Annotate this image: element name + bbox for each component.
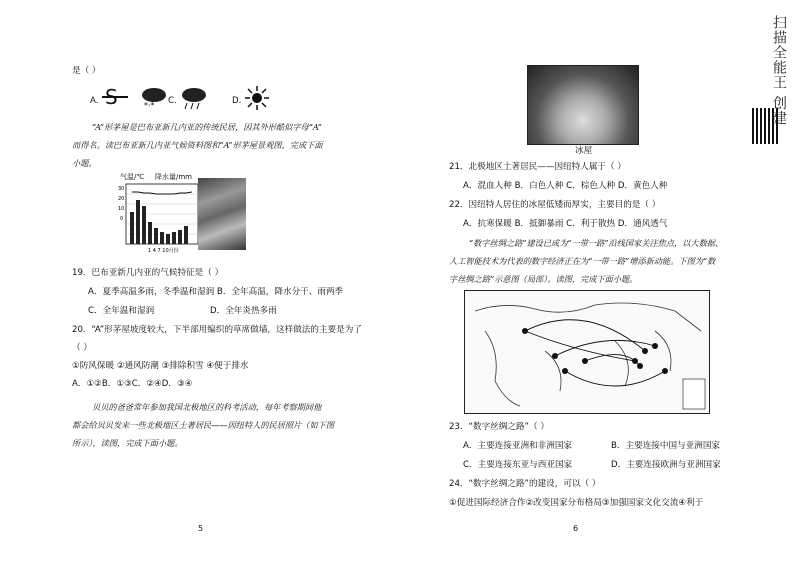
page-number: 6 [573, 524, 579, 533]
cloud-snow-icon [140, 86, 168, 110]
question-20-items: ①防风保暖 ②通风防潮 ③排除积雪 ④便于排水 [72, 361, 249, 371]
chart-temp-label: 气温/℃ [120, 173, 145, 181]
digital-silk-road-map [464, 290, 710, 414]
svg-text:1 4 7 10月份: 1 4 7 10月份 [148, 248, 179, 254]
svg-text:10: 10 [118, 206, 125, 212]
paragraph-line: “A”形茅屋是巴布亚新几内亚的传统民居，因其外形酷似字母“A” [92, 122, 322, 132]
question-24-items: ①促进国际经济合作②改变国家分布格局③加强国家文化交流④利于 [449, 498, 704, 508]
chart-rain-label: 降水量/mm [155, 173, 192, 181]
svg-text:20: 20 [118, 196, 125, 202]
paragraph-line: 小题。 [72, 158, 97, 168]
question-19-option: C．全年温和湿润 [88, 306, 155, 316]
sunny-s-icon [102, 86, 128, 108]
scanner-watermark: 扫描全能王 创建 [771, 15, 787, 126]
igloo-caption: 冰屋 [575, 146, 593, 156]
question-23: 23．“数字丝绸之路”（ ） [449, 422, 549, 432]
question-19: 19．巴布亚新几内亚的气候特征是（ ） [72, 268, 224, 278]
question-23-option: B．主要连接中国与亚洲国家 [611, 441, 721, 451]
cloud-rain-icon [180, 86, 208, 110]
climate-chart [118, 182, 200, 262]
option-d-label: D. [232, 96, 242, 106]
question-20-options: A．①②B．①③C．②④D．③④ [72, 379, 193, 389]
a-frame-hut-photo [198, 178, 246, 250]
svg-text:S: S [105, 86, 118, 108]
question-20: 20．“A”形茅屋坡度较大，下半部用编织的草席做墙，这样做法的主要是为了 [72, 325, 362, 335]
question-21: 21．北极地区土著居民——因纽特人属于（ ） [449, 162, 626, 172]
text-line: 是（ ） [72, 66, 101, 76]
question-23-option: D．主要连接欧洲与亚洲国家 [611, 460, 721, 470]
right-page [397, 0, 794, 561]
question-23-option: A．主要连接亚洲和非洲国家 [463, 441, 573, 451]
paragraph-line: 字丝绸之路”示意图（局部）。读图，完成下面小题。 [449, 274, 638, 284]
question-20: （ ） [72, 343, 92, 353]
question-19-option: D．全年炎热多雨 [210, 306, 277, 316]
page-number: 5 [198, 524, 204, 533]
question-22-options: A．抗寒保暖 B．抵御暴雨 C．利于散热 D．通风透气 [463, 219, 668, 229]
paragraph-line: 都会给贝贝发来一些北极地区土著居民——因纽特人的民居照片（如下图 [72, 420, 335, 430]
question-22: 22．因纽特人居住的冰屋低矮而厚实，主要目的是（ ） [449, 200, 661, 210]
svg-text:30: 30 [118, 186, 125, 192]
paragraph-line: 而得名。读巴布亚新几内亚气候资料图和“A”形茅屋景观图，完成下面 [72, 140, 323, 150]
question-23-option: C．主要连接东亚与西亚国家 [463, 460, 573, 470]
paragraph-line: “数字丝绸之路”建设已成为“一带一路”沿线国家关注焦点，以大数据、 [469, 238, 724, 248]
option-c-label: C. [168, 96, 177, 106]
paragraph-line: 人工智能技术为代表的数字经济正在为“一带一路”增添新动能。下图为“数 [449, 256, 716, 266]
question-19-option: A．夏季高温多雨，冬季温和湿润 B．全年高温，降水分干、雨两季 [88, 287, 344, 297]
sun-icon [245, 86, 269, 110]
igloo-photo [527, 65, 639, 145]
paragraph-line: 贝贝的爸爸常年参加我国北极地区的科考活动，每年考察期间他 [92, 402, 322, 412]
question-21-options: A．混血人种 B．白色人种 C．棕色人种 D．黄色人种 [463, 181, 668, 191]
question-24: 24．“数字丝绸之路”的建设，可以（ ） [449, 479, 601, 489]
option-a-label: A. [90, 96, 99, 106]
svg-text:*·*: *·* [144, 101, 155, 110]
svg-text:0: 0 [120, 216, 124, 222]
paragraph-line: 所示），读图，完成下面小题。 [72, 438, 183, 448]
